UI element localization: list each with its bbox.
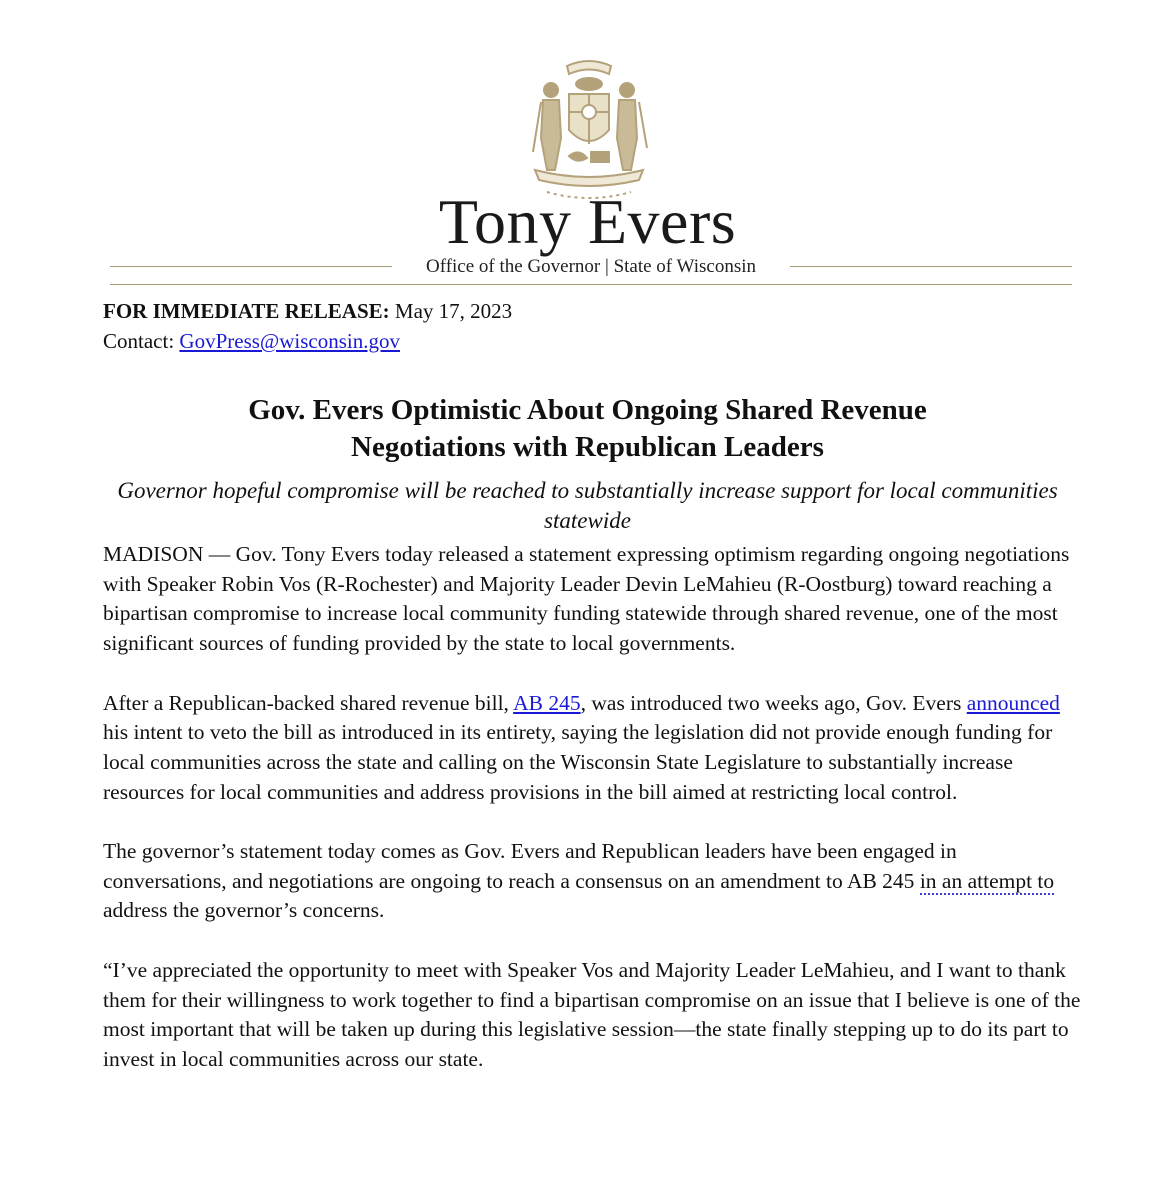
release-date-line [103,296,512,326]
announced-link[interactable]: announced [966,690,1060,715]
office-line: Office of the Governor | State of Wisconsin [425,256,756,277]
release-meta [103,296,512,356]
header-divider [110,284,1072,285]
release-body [103,540,1083,1104]
contact-email-link[interactable]: GovPress@wisconsin.gov [179,329,400,353]
wisconsin-state-seal-icon [527,52,651,202]
paragraph-3 [103,837,1083,926]
headline-line-2: Negotiations with Republican Leaders [351,431,824,463]
governor-name-wordmark: Tony Evers [438,186,737,257]
ab-245-link[interactable]: AB 245 [513,690,581,715]
grammar-marked-phrase[interactable]: in an attempt to [919,868,1055,893]
paragraph-4-quote: “I’ve appreciated the opportunity to meet with Speaker Vos and Majority Leader LeMahieu, and I want to thank them for their willingness to work together to find a bipartisan compromise on an issue that I believe is one of the most important that will be taken up during this legislative session—the state finally stepping up to do its part to invest in local communities across our state. [103,957,1081,1071]
paragraph-3-text-a: The governor’s statement today comes as Gov. Evers and Republican leaders have been engaged in conversations, and negotiations are ongoing to reach a consensus on an amendment to AB 245 [103,839,957,893]
paragraph-2-text-b: , was introduced two weeks ago, Gov. Evers [580,690,967,715]
release-date: May 17, 2023 [394,299,513,323]
paragraph-2-text-c: his intent to veto the bill as introduced in its entirety, saying the legislation did not provide enough funding for local communities across the state and calling on the Wisconsin State Legislature to substantially increase resources for local communities and address provisions in the bill aimed at restricting local control. [103,720,1053,804]
contact-label: Contact: [103,329,175,353]
contact-line [103,326,512,356]
office-line-row [110,255,1072,279]
divider-right [790,266,1072,267]
paragraph-1: MADISON — Gov. Tony Evers today released a statement expressing optimism regarding ongoing negotiations with Speaker Robin Vos (R-Rochester) and Majority Leader Devin LeMahieu (R-Oostburg) toward reaching a bipartisan compromise to increase local community funding statewide through shared revenue, one of the most significant sources of funding provided by the state to local governments. [103,542,1070,656]
paragraph-2-text-a: After a Republican-backed shared revenue bill, [103,690,514,715]
headline-line-1: Gov. Evers Optimistic About Ongoing Shared Revenue [248,394,927,426]
headline [0,392,1175,466]
paragraph-2 [103,689,1083,808]
paragraph-3-text-b: address the governor’s concerns. [103,898,385,923]
release-label: FOR IMMEDIATE RELEASE: [103,299,390,323]
subheadline: Governor hopeful compromise will be reached to substantially increase support for local communities statewide [117,478,1058,533]
